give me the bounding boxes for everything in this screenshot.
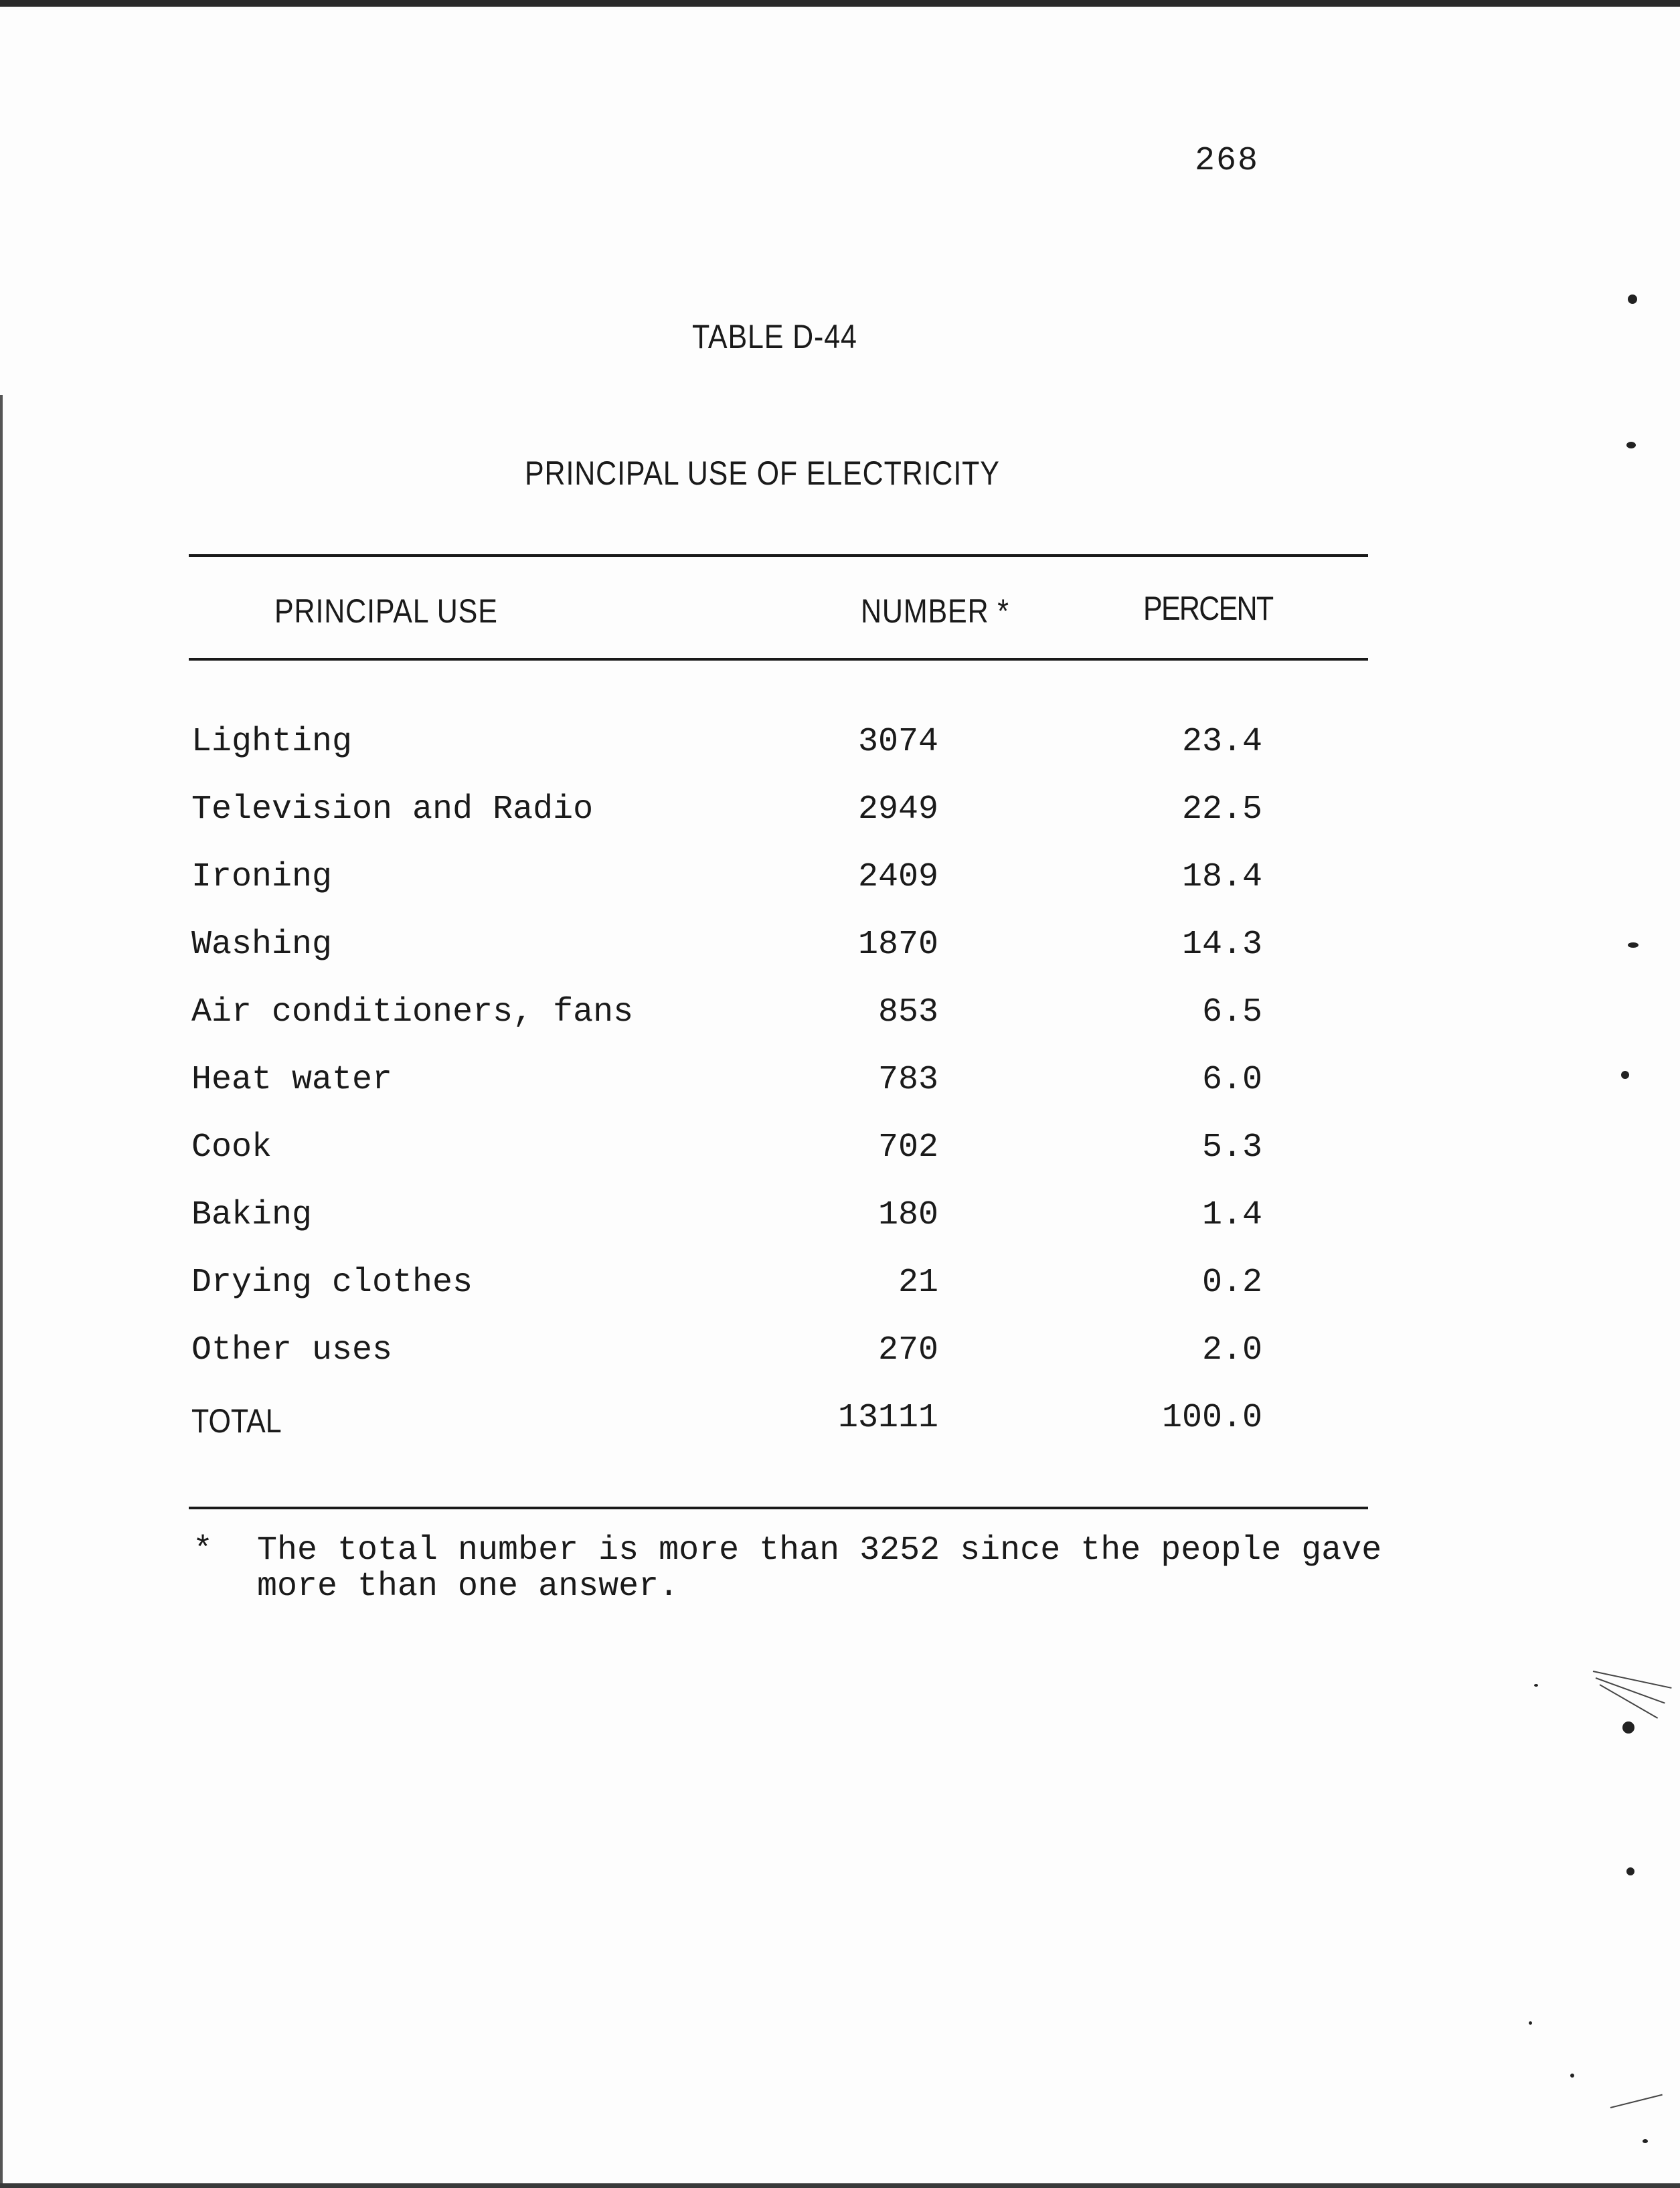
row-number: 783 xyxy=(877,1061,938,1099)
scan-speck xyxy=(1628,942,1639,948)
table-row xyxy=(0,1061,1680,1128)
table-title: PRINCIPAL USE OF ELECTRICITY xyxy=(525,454,1000,492)
row-use: Drying clothes xyxy=(191,1264,473,1302)
row-percent: 6.5 xyxy=(1201,993,1262,1031)
table-row xyxy=(0,858,1680,926)
row-percent: 14.3 xyxy=(1181,926,1262,964)
row-number: 702 xyxy=(877,1128,938,1167)
scan-speck xyxy=(1534,1684,1538,1687)
row-percent: 1.4 xyxy=(1201,1196,1262,1234)
scan-speck xyxy=(1570,2074,1574,2078)
column-header-use: PRINCIPAL USE xyxy=(274,592,498,630)
table-id: TABLE D-44 xyxy=(692,318,857,355)
row-number: 853 xyxy=(877,993,938,1031)
row-percent: 2.0 xyxy=(1201,1331,1262,1369)
table-row xyxy=(0,926,1680,993)
column-header-number: NUMBER * xyxy=(861,592,1009,630)
row-number: 13111 xyxy=(837,1399,938,1437)
page-number: 268 xyxy=(1195,142,1260,180)
row-use: Baking xyxy=(191,1196,313,1234)
row-use: Washing xyxy=(191,926,333,964)
scan-speck xyxy=(1628,294,1637,304)
row-percent: 6.0 xyxy=(1201,1061,1262,1099)
table-row xyxy=(0,1196,1680,1264)
row-use: Heat water xyxy=(191,1061,393,1099)
row-percent: 0.2 xyxy=(1201,1264,1262,1302)
row-number: 1870 xyxy=(857,926,938,964)
row-number: 270 xyxy=(877,1331,938,1369)
table-row xyxy=(0,723,1680,790)
scan-speck xyxy=(1622,1721,1634,1734)
row-use: Other uses xyxy=(191,1331,393,1369)
table-bottom-rule xyxy=(189,1507,1368,1509)
row-use: Ironing xyxy=(191,858,333,896)
table-header-rule xyxy=(189,658,1368,661)
row-number: 3074 xyxy=(857,723,938,761)
row-number: 21 xyxy=(898,1264,938,1302)
table-row xyxy=(0,1331,1680,1399)
scan-speck xyxy=(1529,2021,1532,2025)
table-top-rule xyxy=(189,554,1368,557)
footnote-text: The total number is more than 3252 since the people gave more than one answer. xyxy=(257,1531,1382,1606)
footnote-marker: * xyxy=(193,1531,214,1570)
row-use: Air conditioners, fans xyxy=(191,993,634,1031)
column-header-percent: PERCENT xyxy=(1143,590,1273,627)
table-row xyxy=(0,993,1680,1061)
scan-edge-top xyxy=(0,0,1680,7)
scan-edge-bottom xyxy=(0,2183,1680,2188)
row-number: 2409 xyxy=(857,858,938,896)
row-percent: 5.3 xyxy=(1201,1128,1262,1167)
scan-hair xyxy=(1596,1677,1665,1704)
row-number: 2949 xyxy=(857,790,938,829)
table-total-row xyxy=(0,1399,1680,1466)
scan-hair xyxy=(1610,2094,1663,2108)
scan-speck xyxy=(1621,1071,1629,1079)
row-use: Television and Radio xyxy=(191,790,594,829)
table-row xyxy=(0,790,1680,858)
row-percent: 100.0 xyxy=(1161,1399,1262,1437)
row-use: Lighting xyxy=(191,723,353,761)
row-use: Cook xyxy=(191,1128,272,1167)
row-use: TOTAL xyxy=(191,1402,282,1440)
scan-speck xyxy=(1643,2139,1648,2143)
table-row xyxy=(0,1264,1680,1331)
scan-speck xyxy=(1626,1867,1634,1875)
table-body xyxy=(0,723,1680,1466)
row-percent: 23.4 xyxy=(1181,723,1262,761)
table-row xyxy=(0,1128,1680,1196)
scan-hair xyxy=(1593,1671,1672,1689)
row-percent: 18.4 xyxy=(1181,858,1262,896)
scan-speck xyxy=(1626,442,1636,448)
row-percent: 22.5 xyxy=(1181,790,1262,829)
row-number: 180 xyxy=(877,1196,938,1234)
